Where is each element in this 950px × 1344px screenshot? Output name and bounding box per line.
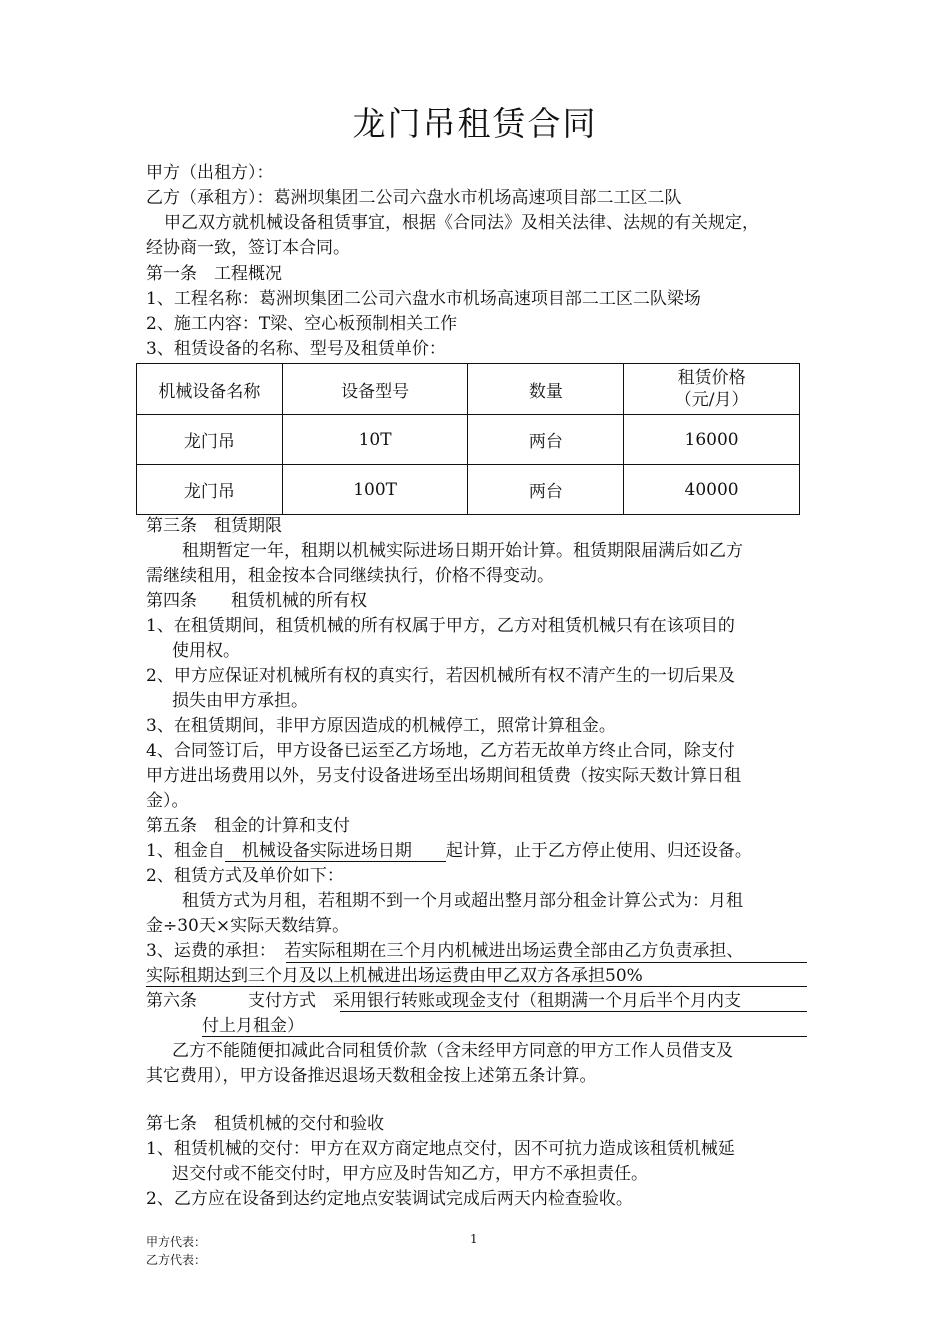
cell-name: 龙门吊 <box>137 415 283 465</box>
cell-price: 16000 <box>624 415 800 465</box>
cell-quantity: 两台 <box>468 465 624 515</box>
cell-price: 40000 <box>624 465 800 515</box>
payment-blank-1: 采用银行转账或现金支付（租期满一个月后半个月内支 <box>316 991 741 1011</box>
header-quantity: 数量 <box>468 364 624 415</box>
rep-a-label: 甲方代表： <box>146 1235 207 1249</box>
article-4-text: 1、在租赁期间，租赁机械的所有权属于甲方，乙方对租赁机械只有在该项目的 <box>146 616 735 636</box>
article-3-text: 租期暂定一年，租期以机械实际进场日期开始计算。租赁期限届满后如乙方 <box>182 541 743 561</box>
article-4-text: 4、合同签订后，甲方设备已运至乙方场地，乙方若无故单方终止合同，除支付 <box>146 741 735 761</box>
page-number: 1 <box>470 1232 478 1246</box>
start-date-blank: 机械设备实际进场日期 <box>224 841 446 861</box>
article-7-text: 1、租赁机械的交付：甲方在双方商定地点交付，因不可抗力造成该租赁机械延 <box>146 1139 735 1159</box>
article-1-item: 3、租赁设备的名称、型号及租赁单价： <box>146 339 446 359</box>
article-7-text: 2、乙方应在设备到达约定地点安装调试完成后两天内检查验收。 <box>146 1189 633 1209</box>
header-price-unit: （元/月） <box>674 390 749 410</box>
article-6-line <box>146 989 741 1013</box>
party-a-line: 甲方（出租方）： <box>146 163 274 183</box>
article-4-text: 使用权。 <box>172 641 240 661</box>
article-5-item-2: 2、租赁方式及单价如下： <box>146 866 344 886</box>
article-5-item-3 <box>146 939 743 963</box>
article-4-text: 损失由甲方承担。 <box>172 691 308 711</box>
article-1-item: 1、工程名称：葛洲坝集团二公司六盘水市机场高速项目部二工区二队梁场 <box>146 289 701 309</box>
article-5-item-1-suffix: 起计算，止于乙方停止使用、归还设备。 <box>445 841 752 861</box>
party-b-line: 乙方（承租方）：葛洲坝集团二公司六盘水市机场高速项目部二工区二队 <box>146 188 682 208</box>
article-6-text: 其它费用），甲方设备推迟退场天数租金按上述第五条计算。 <box>146 1066 597 1086</box>
intro-line: 甲乙双方就机械设备租赁事宜，根据《合同法》及相关法律、法规的有关规定， <box>164 213 759 233</box>
cell-name: 龙门吊 <box>137 465 283 515</box>
document-title: 龙门吊租赁合同 <box>352 104 598 143</box>
article-5-item-2-text: 金÷30天×实际天数结算。 <box>146 916 350 936</box>
article-4-text: 甲方进出场费用以外，另支付设备进场至出场期间租赁费（按实际天数计算日租 <box>146 766 741 786</box>
article-3-text: 需继续租用，租金按本合同继续执行，价格不得变动。 <box>146 566 554 586</box>
article-5-item-3-prefix: 3、运费的承担： <box>146 941 268 961</box>
article-7-heading: 第七条 租赁机械的交付和验收 <box>146 1114 384 1134</box>
rep-b-label: 乙方代表： <box>146 1253 207 1267</box>
payment-blank-2: 付上月租金） <box>202 1016 304 1036</box>
article-1-item: 2、施工内容：T梁、空心板预制相关工作 <box>146 314 458 334</box>
article-4-text: 3、在租赁期间，非甲方原因造成的机械停工，照常计算租金。 <box>146 716 616 736</box>
underline <box>202 1036 807 1037</box>
header-equipment-name: 机械设备名称 <box>137 364 283 415</box>
header-model: 设备型号 <box>282 364 468 415</box>
article-4-heading: 第四条 租赁机械的所有权 <box>146 591 367 611</box>
underline <box>146 986 807 987</box>
article-4-text: 2、甲方应保证对机械所有权的真实行，若因机械所有权不清产生的一切后果及 <box>146 666 735 686</box>
article-5-item-1 <box>146 839 752 863</box>
header-price-label: 租赁价格 <box>677 368 746 388</box>
header-price <box>624 364 800 415</box>
freight-blank-1: 若实际租期在三个月内机械进出场运费全部由乙方负责承担、 <box>267 941 744 961</box>
intro-line: 经协商一致，签订本合同。 <box>146 238 350 258</box>
table-row <box>137 415 800 465</box>
article-5-item-2-text: 租赁方式为月租，若租期不到一个月或超出整月部分租金计算公式为：月租 <box>182 891 743 911</box>
article-4-text: 金）。 <box>146 791 189 811</box>
underline <box>286 962 807 963</box>
cell-model: 100T <box>282 465 468 515</box>
article-6-heading: 第六条 支付方式 <box>146 991 316 1011</box>
article-3-heading: 第三条 租赁期限 <box>146 516 282 536</box>
table-row <box>137 465 800 515</box>
cell-quantity: 两台 <box>468 415 624 465</box>
article-1-heading: 第一条 工程概况 <box>146 264 282 284</box>
cell-model: 10T <box>282 415 468 465</box>
equipment-table <box>136 363 800 515</box>
table-header-row <box>137 364 800 415</box>
article-7-text: 迟交付或不能交付时，甲方应及时告知乙方，甲方不承担责任。 <box>172 1164 648 1184</box>
freight-blank-2: 实际租期达到三个月及以上机械进出场运费由甲乙双方各承担50% <box>146 966 643 986</box>
article-5-item-1-prefix: 1、租金自 <box>146 841 225 861</box>
underline <box>340 1011 807 1012</box>
article-5-heading: 第五条 租金的计算和支付 <box>146 816 350 836</box>
article-6-text: 乙方不能随便扣减此合同租赁价款（含未经甲方同意的甲方工作人员借支及 <box>172 1041 733 1061</box>
